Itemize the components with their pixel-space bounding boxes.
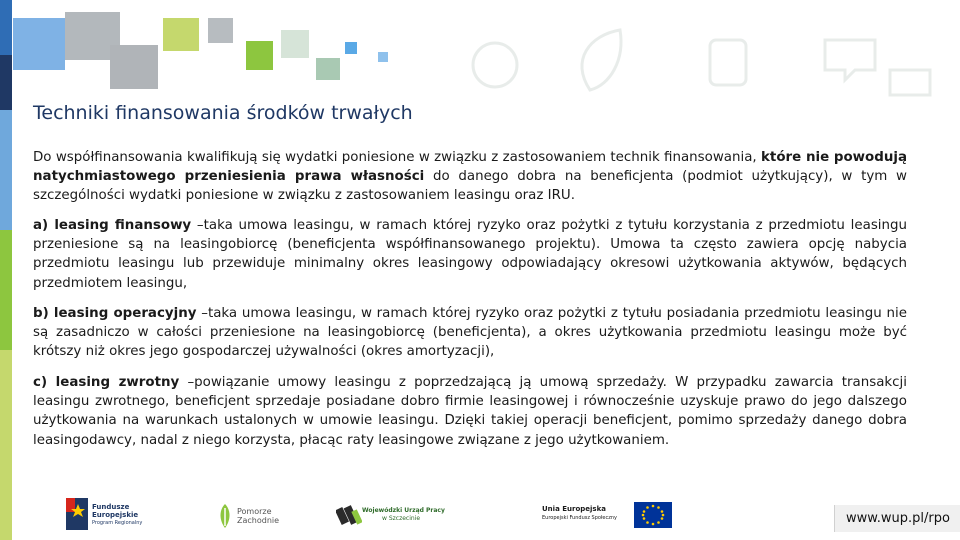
footer-logos bbox=[0, 490, 960, 540]
deco-square-green bbox=[246, 41, 273, 70]
unia-europejska-text bbox=[542, 505, 617, 523]
paragraph-leasing-finansowy bbox=[33, 216, 907, 293]
eu-flag-icon bbox=[634, 502, 672, 528]
leasing-operacyjny-text: –taka umowa leasingu, w ramach której ryzyko oraz pożytki z tytułu posiadania przedmiotu leasingu nie są zasadniczo w całości przeniesione na leasingobiorcę (beneficjenta), a okres użytkowania przedmiotu leasingu może być krótszy niż okres jego gospodarczej używalności (okres amortyzacji), bbox=[33, 306, 907, 360]
website-url-link[interactable]: www.wup.pl/rpo bbox=[834, 505, 960, 532]
page-title: Techniki finansowania środków trwałych bbox=[33, 102, 413, 124]
decorative-icons-background bbox=[420, 10, 960, 100]
pz-line2: Zachodnie bbox=[237, 516, 280, 525]
deco-square-grey-2 bbox=[110, 45, 158, 89]
leasing-finansowy-heading: a) leasing finansowy bbox=[33, 218, 192, 233]
paragraph-intro bbox=[33, 148, 907, 206]
leasing-zwrotny-text: –powiązanie umowy leasingu z poprzedzającą ją umową sprzedaży. W przypadku zawarcia transakcji leasingu zwrotnego, beneficjent sprzedaje posiadane dobro firmie leasingowej i równocześnie uzyskuje prawo do jego dalszego użytkowania na warunkach ustalonych w umowie leasingu. Dzięki takiej operacji beneficjent, pomimo sprzedaży danego dobra leasingodawcy, nadal z niego korzysta, płacąc raty leasingowe związane z jego użytkowaniem. bbox=[33, 375, 907, 448]
intro-text-a: Do współfinansowania kwalifikują się wydatki poniesione w związku z zastosowaniem technik finansowania, bbox=[33, 150, 762, 165]
fe-line3: Program Regionalny bbox=[92, 520, 143, 526]
leasing-finansowy-text: –taka umowa leasingu, w ramach której ryzyko oraz pożytki z tytułu korzystania z przedmiotu leasingu przeniesione są na leasingobiorcę (beneficjenta współfinansowanego projektu). Umowa ta często zawiera opcję nabycia przedmiotu leasingu lub przewiduje minimalny okres leasingowy odpowiadający okresowi użytkowania aktywów, będących przedmiotem leasingu, bbox=[33, 218, 907, 291]
wup-line1: Wojewódzki Urząd Pracy bbox=[362, 507, 445, 514]
wup-line2: w Szczecinie bbox=[382, 515, 421, 522]
leasing-zwrotny-heading: c) leasing zwrotny bbox=[33, 375, 180, 390]
fundusze-europejskie-text bbox=[92, 503, 142, 527]
deco-square-green-light bbox=[163, 18, 199, 51]
pomorze-zachodnie-text bbox=[237, 507, 279, 525]
fe-line1: Fundusze bbox=[92, 503, 130, 511]
ue-line2: Europejski Fundusz Społeczny bbox=[542, 515, 617, 521]
deco-square-blue-light bbox=[13, 18, 65, 70]
deco-square-blue bbox=[345, 42, 357, 54]
pz-line1: Pomorze bbox=[237, 507, 272, 516]
intro-text-b: do danego dobra na beneficjenta (podmiot użytkujący), w tym w szczególności wydatki poniesione w związku z zastosowaniem leasingu oraz IRU. bbox=[33, 169, 907, 204]
deco-square-blue-small bbox=[378, 52, 388, 62]
deco-square-teal bbox=[316, 58, 340, 80]
ue-line1: Unia Europejska bbox=[542, 505, 606, 513]
paragraph-leasing-zwrotny bbox=[33, 373, 907, 450]
deco-square-pale bbox=[281, 30, 309, 58]
wup-logo bbox=[336, 502, 362, 528]
wup-text bbox=[362, 507, 445, 523]
left-color-bar bbox=[0, 0, 12, 540]
leasing-operacyjny-heading: b) leasing operacyjny bbox=[33, 306, 197, 321]
paragraph-leasing-operacyjny bbox=[33, 304, 907, 362]
fundusze-europejskie-logo bbox=[66, 498, 88, 530]
pomorze-zachodnie-icon bbox=[215, 502, 235, 530]
intro-bold-text: które nie powodują natychmiastowego przeniesienia prawa własności bbox=[33, 150, 907, 185]
deco-square-grey-3 bbox=[208, 18, 233, 43]
fe-line2: Europejskie bbox=[92, 511, 139, 519]
